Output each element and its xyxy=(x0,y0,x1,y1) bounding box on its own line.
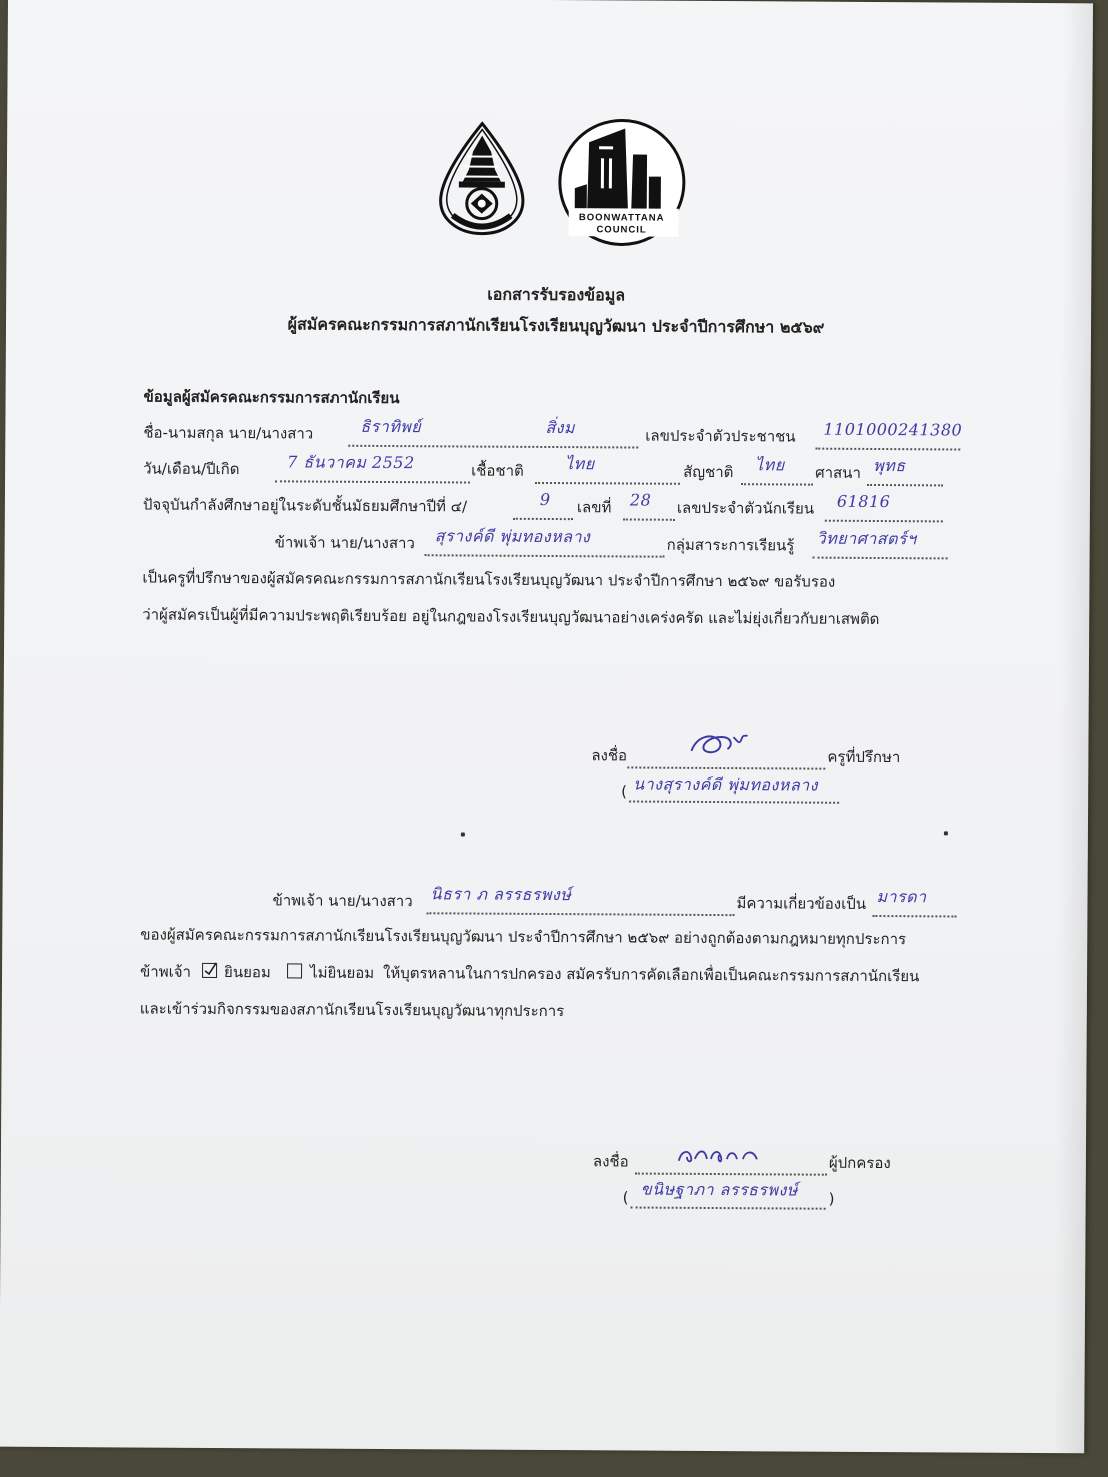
candidate-birth-date: 7 ธันวาคม 2552 xyxy=(287,452,415,473)
guardian-relation: มารดา xyxy=(876,887,927,907)
guardian-role: ผู้ปกครอง xyxy=(828,1153,891,1173)
religion-label: ศาสนา xyxy=(815,463,861,482)
candidate-room: 9 xyxy=(539,489,551,510)
document-page: BOONWATTANA COUNCIL เอกสารรับรองข้อมูล ผู้สมัครคณะกรรมการสภานักเรียนโรงเรียนบุญวัฒนา ประจำปีการศึกษา ๒๕๖๙ ข้อมูลผู้สมัครคณะกรรมการสภานักเรียน ชื่อ-นามสกุล นาย/นางสาว ธิราทิพย์ สิ่งม เลขประจำตัวประชาชน 1101000241380 วัน/เดือน/ปีเกิด 7 ธันวาคม 2552 เชื้อชาติ ไทย สัญชาติ ไทย ศาสนา พุทธ ปัจจุบันกำลังศึกษาอยู่ในระดับชั้นมัธยมศึกษาปีที่ ๔/ 9 เลขที่ 28 เลขประจำตัวนักเรียน 61816 ข้าพเจ้า นาย/นางสาว สุรางค์ดี พุ่มทองหลาง กลุ่มสาระการเรียนรู้ วิทยาศาสตร์ฯ เป็นครูที่ปรึกษาของผู้สมัครคณะกรรมการสภานักเรียนโรงเรียนบุญวัฒนา ประจำปีการศึกษา ๒๕๖๙ ขอรับรอง ว่าผู้สมัครเป็นผู้ที่มีความประพฤติเรียบร้อย อยู่ในกฎของโรงเรียนบุญวัฒนาอย่างเคร่งครัด และไม่ยุ่งเกี่ยวกับยาเสพติด ลงชื่อ ครูที่ปรึกษา ( นางสุรางค์ดี พุ่มทองหลาง ข้าพเจ้า นาย/นางสาว นิธรา ภ ลรรธรพงษ์ มีความเกี่ยวข้องเป็น มารดา ของผู้สมัครคณะกรรมการสภานักเรียนโรงเรียนบุญวัฒนา ประจำปีการศึกษา ๒๕๖๙ อย่างถูกต้องตามกฎหมายทุกประการ ข้าพเจ้า ยินยอม ไม่ยินยอม ให้บุตรหลานในการปกครอง สมัครรับการคัดเลือกเพื่อเป็นคณะกรรมการสภานักเรียน และเข้าร่วมกิจกรรมของสภานักเรียนโรงเรียนบุญวัฒนาทุกประการ ลงชื่อ ผู้ปกครอง ( ขนิษฐาภา ลรรธรพงษ์ ) xyxy=(0,0,1093,1453)
race-label: เชื้อชาติ xyxy=(471,461,524,480)
nationality-label: สัญชาติ xyxy=(683,462,734,482)
advisor-group: วิทยาศาสตร์ฯ xyxy=(816,528,917,549)
guardian-statement-line3: และเข้าร่วมกิจกรรมของสภานักเรียนโรงเรียนบุญวัฒนาทุกประการ xyxy=(139,999,565,1021)
number-label: เลขที่ xyxy=(576,498,612,517)
school-seal-logo xyxy=(433,119,532,238)
document-title: เอกสารรับรองข้อมูล xyxy=(487,284,626,305)
advisor-intro-label: ข้าพเจ้า นาย/นางสาว xyxy=(274,533,415,553)
advisor-signature xyxy=(683,723,773,764)
checkmark-icon xyxy=(203,962,217,976)
candidate-first-name: ธิราทิพย์ xyxy=(360,416,422,437)
id-label: เลขประจำตัวประชาชน xyxy=(645,426,796,446)
advisor-statement-line1: เป็นครูที่ปรึกษาของผู้สมัครคณะกรรมการสภานักเรียนโรงเรียนบุญวัฒนา ประจำปีการศึกษา ๒๕๖๙ ขอรับรอง xyxy=(142,568,836,591)
consent-no-label: ไม่ยินยอม xyxy=(309,963,375,982)
consent-no-checkbox[interactable] xyxy=(287,963,302,978)
student-id-label: เลขประจำตัวนักเรียน xyxy=(676,498,815,518)
council-logo-line1: BOONWATTANA xyxy=(578,212,665,224)
candidate-id-number: 1101000241380 xyxy=(823,419,963,440)
guardian-statement-line1: ของผู้สมัครคณะกรรมการสภานักเรียนโรงเรียนบุญวัฒนา ประจำปีการศึกษา ๒๕๖๙ อย่างถูกต้องตามกฎหมายทุกประการ xyxy=(140,925,907,949)
advisor-sign-label: ลงชื่อ xyxy=(591,746,628,765)
name-label: ชื่อ-นามสกุล นาย/นางสาว xyxy=(143,423,314,443)
guardian-signature xyxy=(673,1137,783,1172)
candidate-nationality: ไทย xyxy=(755,455,785,475)
advisor-statement-line2: ว่าผู้สมัครเป็นผู้ที่มีความประพฤติเรียบร้อย อยู่ในกฎของโรงเรียนบุญวัฒนาอย่างเคร่งครัด และไม่ยุ่งเกี่ยวกับยาเสพติด xyxy=(142,605,880,629)
candidate-last-name: สิ่งม xyxy=(545,417,576,438)
guardian-relation-label: มีความเกี่ยวข้องเป็น xyxy=(736,894,867,913)
candidate-religion: พุทธ xyxy=(873,455,906,476)
section-heading: ข้อมูลผู้สมัครคณะกรรมการสภานักเรียน xyxy=(143,387,400,408)
logo-area xyxy=(6,115,1092,252)
advisor-role: ครูที่ปรึกษา xyxy=(827,747,901,767)
candidate-race: ไทย xyxy=(565,454,595,474)
advisor-name: สุรางค์ดี พุ่มทองหลาง xyxy=(434,526,591,547)
advisor-printed-name: นางสุรางค์ดี พุ่มทองหลาง xyxy=(633,774,819,795)
guardian-name: นิธรา ภ ลรรธรพงษ์ xyxy=(430,884,572,905)
council-logo-line2: COUNCIL xyxy=(596,224,647,236)
guardian-printed-name: ขนิษฐาภา ลรรธรพงษ์ xyxy=(640,1179,798,1200)
consent-suffix: ให้บุตรหลานในการปกครอง สมัครรับการคัดเลือกเพื่อเป็นคณะกรรมการสภานักเรียน xyxy=(382,963,920,986)
advisor-group-label: กลุ่มสาระการเรียนรู้ xyxy=(666,535,795,555)
guardian-sign-label: ลงชื่อ xyxy=(592,1152,629,1171)
birth-label: วัน/เดือน/ปีเกิด xyxy=(143,459,240,479)
level-label: ปัจจุบันกำลังศึกษาอยู่ในระดับชั้นมัธยมศึกษาปีที่ ๔/ xyxy=(142,495,468,516)
boonwattana-council-logo xyxy=(546,118,697,247)
candidate-number: 28 xyxy=(629,490,652,510)
consent-prefix: ข้าพเจ้า xyxy=(140,962,192,981)
candidate-student-id: 61816 xyxy=(836,491,891,512)
guardian-intro-label: ข้าพเจ้า นาย/นางสาว xyxy=(272,891,413,911)
consent-yes-label: ยินยอม xyxy=(224,963,271,982)
document-subtitle: ผู้สมัครคณะกรรมการสภานักเรียนโรงเรียนบุญวัฒนา ประจำปีการศึกษา ๒๕๖๙ xyxy=(287,314,825,337)
consent-yes-checkbox[interactable] xyxy=(202,963,217,978)
